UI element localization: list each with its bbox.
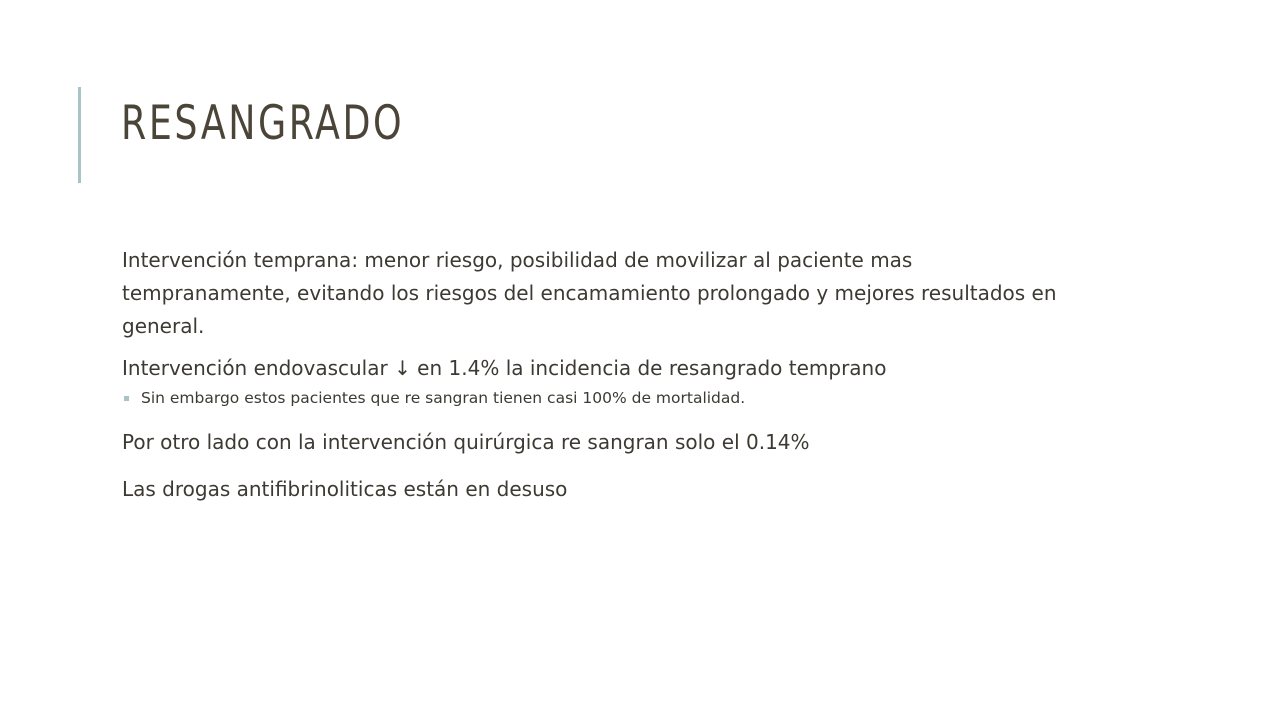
paragraph-antifibrinolytics: Las drogas antifibrinoliticas están en desuso: [122, 477, 568, 501]
paragraph-endovascular: Intervención endovascular ↓ en 1.4% la incidencia de resangrado temprano: [122, 356, 887, 380]
paragraph-surgical: Por otro lado con la intervención quirúrgica re sangran solo el 0.14%: [122, 430, 810, 454]
title-accent-bar: [78, 87, 81, 183]
paragraph-early-intervention: Intervención temprana: menor riesgo, posibilidad de movilizar al paciente mas tempranamente, evitando los riesgos del encamamiento prolongado y mejores resultados en general.: [122, 248, 1057, 338]
square-bullet-icon: [124, 396, 129, 401]
slide-title: RESANGRADO: [121, 96, 405, 151]
sub-bullet-item: [122, 385, 1062, 411]
slide-body: [122, 244, 1062, 506]
sub-bullet-text: Sin embargo estos pacientes que re sangran tienen casi 100% de mortalidad.: [141, 389, 746, 407]
